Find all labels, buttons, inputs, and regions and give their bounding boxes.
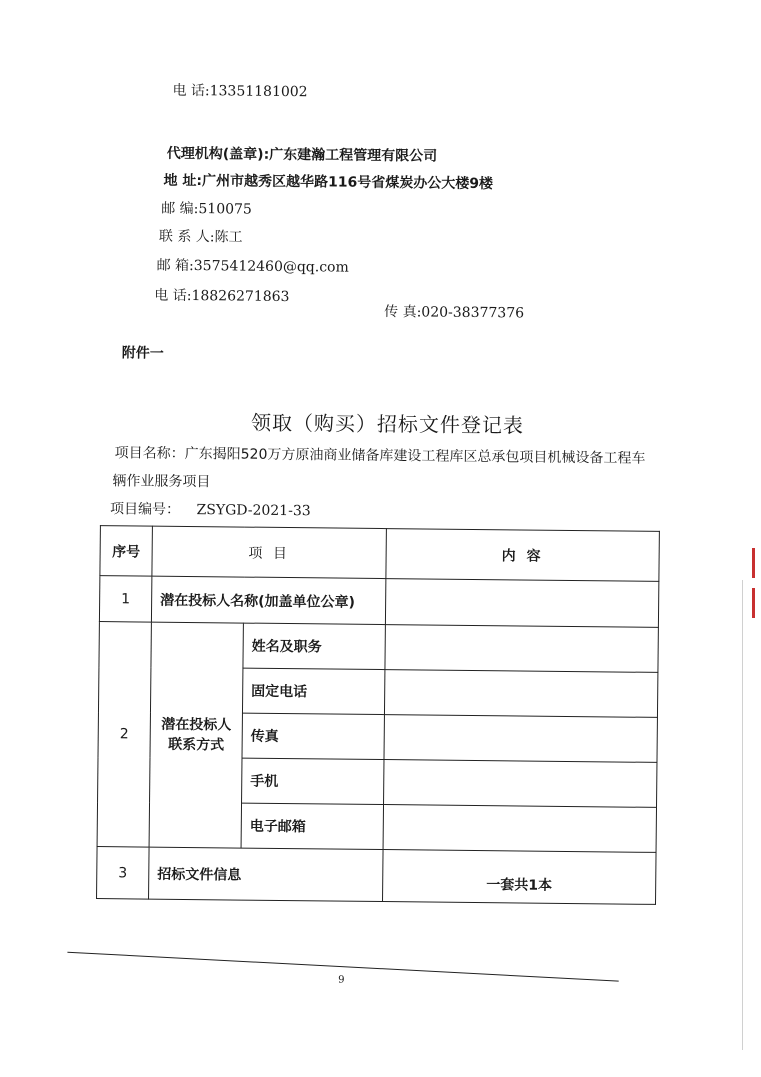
address-line <box>163 170 493 193</box>
page-number: 9 <box>338 974 345 986</box>
form-title: 领取（购买）招标文件登记表 <box>250 410 525 438</box>
tel-line <box>154 285 289 306</box>
row2-sub-fax: 传真 <box>242 713 384 759</box>
row1-item: 潜在投标人名称(加盖单位公章) <box>151 576 385 624</box>
row2-sub-email: 电子邮箱 <box>241 803 383 849</box>
header-content: 内 容 <box>386 529 660 582</box>
edge-mark-top <box>752 548 755 578</box>
edge-scan-line <box>742 580 743 1050</box>
header-item: 项 目 <box>152 526 387 578</box>
attachment-label: 附件一 <box>121 345 164 362</box>
agency-label: 代理机构(盖章): <box>166 145 270 163</box>
postcode-line <box>161 198 252 219</box>
table-row <box>97 847 657 905</box>
contact-label: 联 系 人: <box>158 228 215 246</box>
row2-no: 2 <box>97 622 151 848</box>
email-line <box>157 255 349 277</box>
address-value: 广州市越秀区越华路116号省煤炭办公大楼9楼 <box>201 173 494 193</box>
row2-item: 潜在投标人 联系方式 <box>149 622 243 848</box>
email-value: 3575412460@qq.com <box>193 258 349 276</box>
table-row <box>99 576 658 628</box>
project-no-value: ZSYGD-2021-33 <box>196 502 311 520</box>
email-label: 邮 箱: <box>156 257 194 275</box>
tel-value: 18826271863 <box>191 288 290 306</box>
phone-line <box>172 80 307 101</box>
header-no: 序号 <box>100 526 153 577</box>
row3-item: 招标文件信息 <box>149 847 384 901</box>
project-name-value: 广东揭阳520万方原油商业储备库建设工程库区总承包项目机械设备工程车 <box>184 445 646 467</box>
table-header-row <box>100 526 659 582</box>
edge-mark-bottom <box>752 588 755 618</box>
address-label: 地 址: <box>163 172 203 190</box>
project-name-continuation: 辆作业服务项目 <box>112 473 211 491</box>
registration-table <box>96 525 660 905</box>
project-name-label: 项目名称： <box>114 445 185 462</box>
fax-value: 020-38377376 <box>421 304 525 322</box>
phone-value: 13351181002 <box>209 83 308 101</box>
project-no-label: 项目编号： <box>110 501 181 518</box>
row2-sub-mobile: 手机 <box>242 758 384 804</box>
row2-content-mobile[interactable] <box>384 760 657 808</box>
postcode-label: 邮 编: <box>161 200 199 218</box>
table-row <box>99 622 658 673</box>
project-no-line <box>110 498 311 520</box>
row2-content-landline[interactable] <box>384 670 657 718</box>
row2-content-name-title[interactable] <box>385 625 658 673</box>
agency-value: 广东建瀚工程管理有限公司 <box>269 146 438 165</box>
tel-label: 电 话: <box>154 287 192 305</box>
fax-label: 传 真: <box>384 304 422 321</box>
postcode-value: 510075 <box>198 201 252 218</box>
row2-content-email[interactable] <box>383 805 656 853</box>
contact-value: 陈工 <box>214 229 243 246</box>
row2-sub-landline: 固定电话 <box>242 668 384 714</box>
row3-content: 一套共1本 <box>383 850 657 905</box>
row2-content-fax[interactable] <box>384 715 657 763</box>
fax-line <box>384 301 524 322</box>
phone-label: 电 话: <box>172 82 210 100</box>
row1-no: 1 <box>99 576 151 623</box>
agency-line <box>167 143 438 166</box>
row1-content-cell[interactable] <box>385 579 658 628</box>
project-name-line <box>115 442 646 468</box>
row3-no: 3 <box>97 847 150 900</box>
contact-line <box>159 226 243 247</box>
row2-sub-name-title: 姓名及职务 <box>243 623 385 669</box>
